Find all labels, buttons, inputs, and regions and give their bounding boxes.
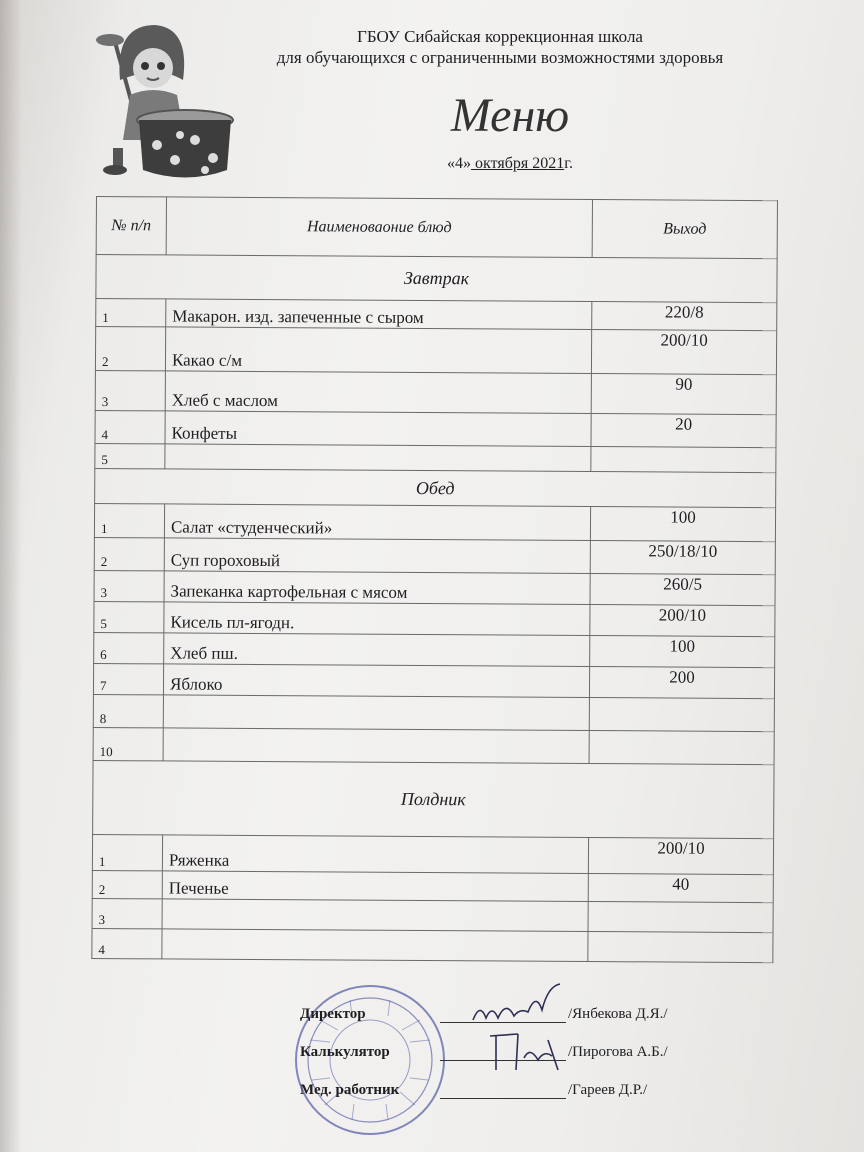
- dish-name: Конфеты: [165, 411, 591, 447]
- signature-role: Мед. работник: [300, 1082, 400, 1098]
- menu-table-body: [92, 255, 777, 963]
- dish-output: [591, 447, 776, 473]
- dish-output: 260/5: [590, 574, 775, 606]
- date-day: «4»: [447, 155, 472, 172]
- table-row: [94, 503, 775, 541]
- signature-line: [440, 1022, 566, 1023]
- signature-row-calculator: [300, 1040, 760, 1078]
- table-row: [93, 694, 774, 731]
- dish-name: [162, 899, 588, 932]
- row-number: 3: [95, 370, 165, 410]
- section-title: Полдник: [93, 760, 774, 838]
- row-number: 10: [93, 727, 163, 760]
- dish-name: Ряженка: [162, 835, 588, 874]
- section-row-lunch: [95, 468, 776, 507]
- section-row-breakfast: [96, 255, 777, 303]
- row-number: 3: [94, 570, 164, 601]
- dish-output: [588, 932, 773, 963]
- table-row: [93, 727, 774, 764]
- signatures-block: [300, 1002, 760, 1116]
- signature-role: Калькулятор: [300, 1044, 390, 1060]
- date-month: октября 20: [471, 155, 549, 172]
- dish-output: 200/10: [588, 838, 773, 875]
- dish-name: Макарон. изд. запеченные с сыром: [166, 299, 592, 330]
- dish-output: [589, 698, 774, 732]
- table-row: [92, 898, 773, 932]
- signature-line: [440, 1060, 566, 1061]
- row-number: 5: [95, 443, 165, 468]
- dish-output: 250/18/10: [590, 541, 775, 575]
- row-number: 2: [92, 870, 162, 898]
- table-row: [92, 834, 773, 874]
- dish-output: 100: [590, 636, 775, 668]
- signature-row-medic: [300, 1078, 760, 1116]
- school-header: [200, 26, 800, 68]
- row-number: 8: [93, 694, 163, 727]
- table-row: [96, 299, 777, 331]
- table-row: [95, 327, 776, 375]
- row-number: 4: [92, 928, 162, 958]
- signature-row-director: [300, 1002, 760, 1040]
- dish-name: [165, 444, 591, 472]
- row-number: 1: [92, 834, 162, 870]
- column-header-number: № п/п: [96, 197, 166, 255]
- dish-output: 20: [591, 414, 776, 448]
- row-number: 1: [94, 503, 164, 537]
- dish-name: Запеканка картофельная с мясом: [164, 571, 590, 605]
- dish-name: Салат «студенческий»: [164, 504, 590, 541]
- dish-name: [162, 929, 588, 962]
- table-row: [93, 663, 774, 698]
- table-row: [95, 370, 776, 414]
- dish-name: Кисель пл-ягодн.: [164, 602, 590, 636]
- table-header-row: [96, 197, 777, 259]
- row-number: 5: [94, 601, 164, 632]
- signature-name: /Янбекова Д.Я./: [568, 1006, 668, 1022]
- dish-output: 220/8: [592, 302, 777, 331]
- date-year-end: 21: [548, 155, 565, 172]
- date-month-year: [471, 155, 564, 172]
- table-row: [95, 410, 776, 447]
- row-number: 4: [95, 410, 165, 443]
- school-subtitle: для обучающихся с ограниченными возможностями здоровья: [276, 48, 724, 67]
- signature-name: /Гареев Д.Р./: [568, 1082, 648, 1098]
- table-row: [94, 570, 775, 605]
- row-number: 7: [93, 663, 163, 694]
- dish-name: Печенье: [162, 871, 588, 902]
- dish-name: Яблоко: [163, 664, 589, 698]
- dish-name: Хлеб с маслом: [165, 371, 591, 414]
- dish-name: Какао с/м: [165, 327, 591, 374]
- signature-name: /Пирогова А.Б./: [568, 1044, 668, 1060]
- table-row: [94, 601, 775, 636]
- school-name: ГБОУ Сибайская коррекционная школа: [357, 27, 643, 46]
- table-row: [94, 632, 775, 667]
- paper-edge-shadow: [0, 0, 22, 1152]
- row-number: 3: [92, 898, 162, 928]
- signature-role: Директор: [300, 1006, 366, 1022]
- dish-output: 100: [590, 507, 775, 542]
- date-suffix: г.: [564, 155, 573, 172]
- dish-output: 90: [591, 374, 776, 415]
- row-number: 6: [94, 632, 164, 663]
- dish-output: [589, 731, 774, 765]
- dish-output: 40: [588, 874, 773, 903]
- dish-output: 200: [589, 667, 774, 699]
- dish-name: Суп гороховый: [164, 538, 590, 574]
- table-row: [92, 870, 773, 902]
- row-number: 1: [96, 299, 166, 327]
- dish-name: [163, 695, 589, 731]
- dish-output: 200/10: [591, 330, 776, 375]
- dish-name: [163, 728, 589, 764]
- row-number: 2: [95, 327, 165, 371]
- menu-date: [330, 155, 690, 173]
- section-row-snack: [93, 760, 774, 838]
- section-title: Обед: [95, 468, 776, 507]
- table-row: [92, 928, 773, 962]
- row-number: 2: [94, 537, 164, 570]
- page-title: Меню: [450, 89, 570, 142]
- dish-output: 200/10: [590, 605, 775, 637]
- signature-line: [440, 1098, 566, 1099]
- column-header-dish: Наименоваоние блюд: [166, 197, 592, 258]
- menu-table: [91, 196, 778, 963]
- dish-output: [588, 902, 773, 933]
- dish-name: Хлеб пш.: [164, 633, 590, 667]
- table-row: [94, 537, 775, 574]
- section-title: Завтрак: [96, 255, 777, 303]
- column-header-output: Выход: [592, 200, 777, 259]
